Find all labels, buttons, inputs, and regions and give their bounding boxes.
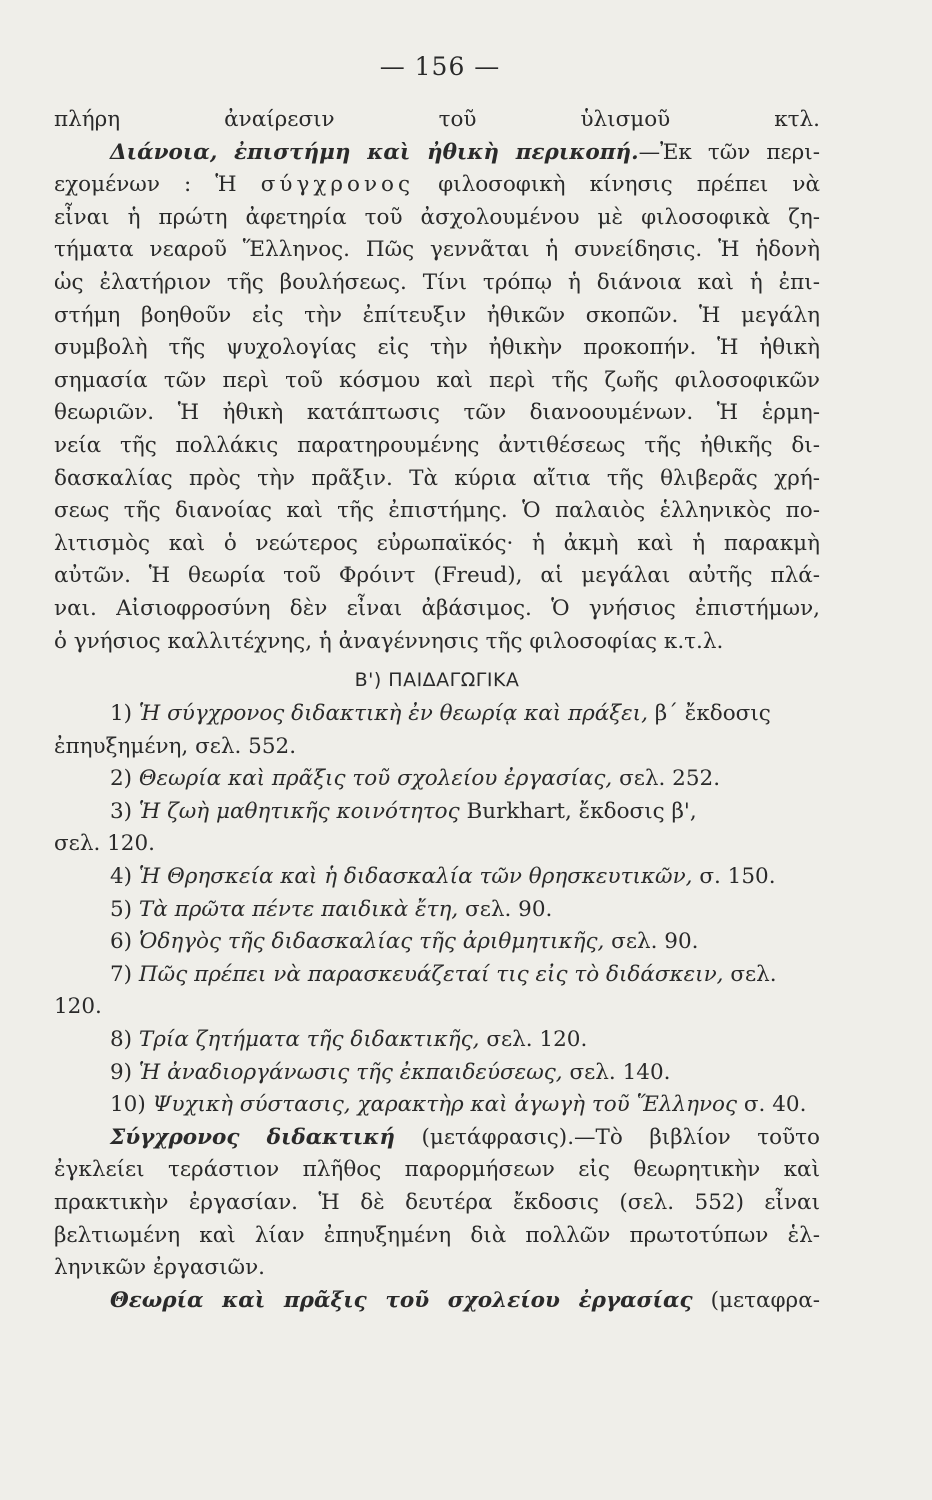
item-detail: σελ. 140. bbox=[562, 1059, 671, 1085]
text-line bbox=[54, 397, 820, 430]
line-text: εχομένων : Ἡ bbox=[54, 172, 261, 198]
text-line bbox=[54, 365, 820, 398]
text-line bbox=[54, 463, 820, 496]
list-item bbox=[54, 698, 820, 731]
line-text: δασκαλίας πρὸς τὴν πρᾶξιν. Τὰ κύρια αἴτια τῆς θλιβερᾶς χρή- bbox=[54, 465, 820, 491]
item-title: Τὰ πρῶτα πέντε παιδικὰ ἔτη, bbox=[138, 896, 459, 922]
item-detail: Burkhart, ἔκδοσις β', bbox=[459, 798, 697, 824]
list-item bbox=[54, 1024, 820, 1057]
line-text: ὡς ἐλατήριον τῆς βουλήσεως. Τίνι τρόπῳ ἡ διάνοια καὶ ἡ ἐπι- bbox=[54, 269, 820, 295]
line-text: πρακτικὴν ἐργασίαν. Ἡ δὲ δευτέρα ἔκδοσις (σελ. 552) εἶναι bbox=[54, 1190, 820, 1215]
item-title: Θεωρία καὶ πρᾶξις τοῦ σχολείου ἐργασίας, bbox=[138, 766, 613, 792]
list-item bbox=[54, 1057, 820, 1090]
text-line bbox=[54, 560, 820, 593]
line-text: πλήρη ἀναίρεσιν τοῦ ὑλισμοῦ κτλ. bbox=[54, 107, 820, 132]
item-detail: σελ. bbox=[723, 961, 777, 987]
list-item bbox=[54, 861, 820, 894]
item-title: Ὁδηγὸς τῆς διδασκαλίας τῆς ἀριθμητικῆς, bbox=[138, 929, 605, 955]
item-number: 10) bbox=[110, 1092, 153, 1118]
item-number: 8) bbox=[110, 1027, 139, 1053]
line-text: σημασία τῶν περὶ τοῦ κόσμου καὶ περὶ τῆς ζωῆς φιλοσοφικῶν bbox=[54, 367, 820, 393]
text-line bbox=[54, 332, 820, 365]
text-line bbox=[54, 495, 820, 528]
item-detail: σελ. 90. bbox=[458, 896, 553, 922]
line-text: ληνικῶν ἐργασιῶν. bbox=[54, 1255, 265, 1281]
list-item bbox=[54, 959, 820, 992]
list-item bbox=[54, 763, 820, 796]
bold-heading: Διάνοια, ἐπιστήμη καὶ ἠθικὴ περικοπή. bbox=[110, 139, 639, 165]
page-number: — 156 — bbox=[379, 52, 501, 81]
item-title: Τρία ζητήματα τῆς διδακτικῆς, bbox=[138, 1027, 480, 1053]
text-line bbox=[54, 234, 820, 267]
item-detail: σελ. 252. bbox=[612, 766, 721, 792]
text-line bbox=[54, 626, 820, 659]
review-line bbox=[54, 1154, 820, 1187]
review-line bbox=[54, 1220, 820, 1253]
list-item bbox=[54, 894, 820, 927]
item-detail: σελ. 90. bbox=[604, 929, 699, 955]
page-body bbox=[54, 104, 820, 1317]
line-text: ὁ γνήσιος καλλιτέχνης, ἡ ἀναγέννησις τῆς φιλοσοφίας κ.τ.λ. bbox=[54, 628, 724, 654]
item-title: Ἡ ζωὴ μαθητικῆς κοινότητος bbox=[138, 798, 460, 824]
list-item bbox=[54, 1089, 820, 1122]
line-text: λιτισμὸς καὶ ὁ νεώτερος εὐρωπαϊκός· ἡ ἀκμὴ καὶ ἡ παρακμὴ bbox=[54, 530, 820, 556]
line-text: (μετάφρασις).—Τὸ βιβλίον τοῦτο bbox=[395, 1124, 820, 1150]
item-number: 7) bbox=[110, 961, 139, 987]
review-line bbox=[54, 1187, 820, 1220]
item-number: 1) bbox=[110, 701, 139, 727]
item-detail: σ. 40. bbox=[737, 1092, 807, 1118]
text-line bbox=[54, 137, 820, 170]
item-number: 4) bbox=[110, 864, 139, 890]
line-text: βελτιωμένη καὶ λίαν ἐπηυξημένη διὰ πολλῶν πρωτοτύπων ἑλ- bbox=[54, 1222, 820, 1248]
text-line bbox=[54, 300, 820, 333]
item-detail: σελ. 120. bbox=[479, 1027, 588, 1053]
line-text: στήμη βοηθοῦν εἰς τὴν ἐπίτευξιν ἠθικῶν σκοπῶν. Ἡ μεγάλη bbox=[54, 302, 820, 328]
review-line bbox=[54, 1252, 820, 1285]
list-item bbox=[54, 796, 820, 829]
item-title: Ἡ Θρησκεία καὶ ἡ διδασκαλία τῶν θρησκευτικῶν, bbox=[138, 864, 693, 890]
line-text: νεία τῆς πολλάκις παρατηρουμένης ἀντιθέσεως τῆς ἠθικῆς δι- bbox=[54, 432, 820, 458]
list-item-continuation: 120. bbox=[54, 994, 102, 1020]
item-number: 6) bbox=[110, 929, 139, 955]
line-text: ἐγκλείει τεράστιον πλῆθος παρορμήσεων εἰς θεωρητικὴν καὶ bbox=[54, 1157, 820, 1183]
line-text: θεωριῶν. Ἡ ἠθικὴ κατάπτωσις τῶν διανοουμένων. Ἡ ἑρμη- bbox=[54, 400, 820, 426]
line-text: συμβολὴ τῆς ψυχολογίας εἰς τὴν ἠθικὴν προκοπήν. Ἡ ἠθικὴ bbox=[54, 335, 820, 361]
item-number: 3) bbox=[110, 798, 139, 824]
list-item bbox=[54, 926, 820, 959]
item-title: Πῶς πρέπει νὰ παρασκευάζεταί τις εἰς τὸ διδάσκειν, bbox=[138, 961, 724, 987]
text-line bbox=[54, 430, 820, 463]
text-line bbox=[54, 104, 820, 137]
bold-heading: Σύγχρονος διδακτική bbox=[110, 1124, 395, 1150]
line-text: σεως τῆς διανοίας καὶ τῆς ἐπιστήμης. Ὁ παλαιὸς ἑλληνικὸς πο- bbox=[54, 498, 820, 524]
spaced-word: σύγχρονος bbox=[260, 172, 414, 198]
text-line bbox=[54, 528, 820, 561]
section-title: Β') ΠΑΙΔΑΓΩΓΙΚΑ bbox=[354, 669, 520, 692]
text-line bbox=[54, 202, 820, 235]
line-text: τήματα νεαροῦ Ἕλληνος. Πῶς γεννᾶται ἡ συνείδησις. Ἡ ἡδονὴ bbox=[54, 237, 820, 263]
paragraph-review bbox=[54, 1122, 820, 1318]
text-line bbox=[54, 593, 820, 626]
list-item-continuation: σελ. 120. bbox=[54, 831, 155, 857]
item-title: Ἡ σύγχρονος διδακτικὴ ἐν θεωρίᾳ καὶ πράξει, bbox=[138, 701, 648, 727]
line-text: ναι. Αἰσιοφροσύνη δὲν εἶναι ἀβάσιμος. Ὁ γνήσιος ἐπιστήμων, bbox=[54, 595, 820, 621]
line-text: εἶναι ἡ πρώτη ἀφετηρία τοῦ ἀσχολουμένου μὲ φιλοσοφικὰ ζη- bbox=[54, 204, 820, 230]
item-number: 5) bbox=[110, 896, 139, 922]
line-text: αὐτῶν. Ἡ θεωρία τοῦ Φρόιντ (Freud), αἱ μεγάλαι αὐτῆς πλά- bbox=[54, 563, 820, 589]
item-detail: β΄ ἔκδοσις bbox=[647, 701, 771, 727]
text-line bbox=[54, 267, 820, 300]
line-text: —Ἐκ τῶν περι- bbox=[638, 139, 820, 165]
bold-heading: Θεωρία καὶ πρᾶξις τοῦ σχολείου ἐργασίας bbox=[110, 1287, 693, 1313]
line-text: φιλοσοφικὴ κίνησις πρέπει νὰ bbox=[414, 172, 820, 198]
item-title: Ψυχικὴ σύστασις, χαρακτὴρ καὶ ἀγωγὴ τοῦ Ἕλληνος bbox=[152, 1092, 738, 1118]
review-line bbox=[54, 1122, 820, 1155]
item-detail: σ. 150. bbox=[692, 864, 776, 890]
item-title: Ἡ ἀναδιοργάνωσις τῆς ἐκπαιδεύσεως, bbox=[138, 1059, 563, 1085]
line-text: (μεταφρα- bbox=[692, 1287, 820, 1313]
item-number: 2) bbox=[110, 766, 139, 792]
text-line bbox=[54, 169, 820, 202]
list-item-continuation: ἐπηυξημένη, σελ. 552. bbox=[54, 733, 297, 759]
paragraph-description bbox=[54, 104, 820, 658]
review-line bbox=[54, 1285, 820, 1318]
bibliography-list bbox=[54, 698, 820, 1122]
item-number: 9) bbox=[110, 1059, 139, 1085]
